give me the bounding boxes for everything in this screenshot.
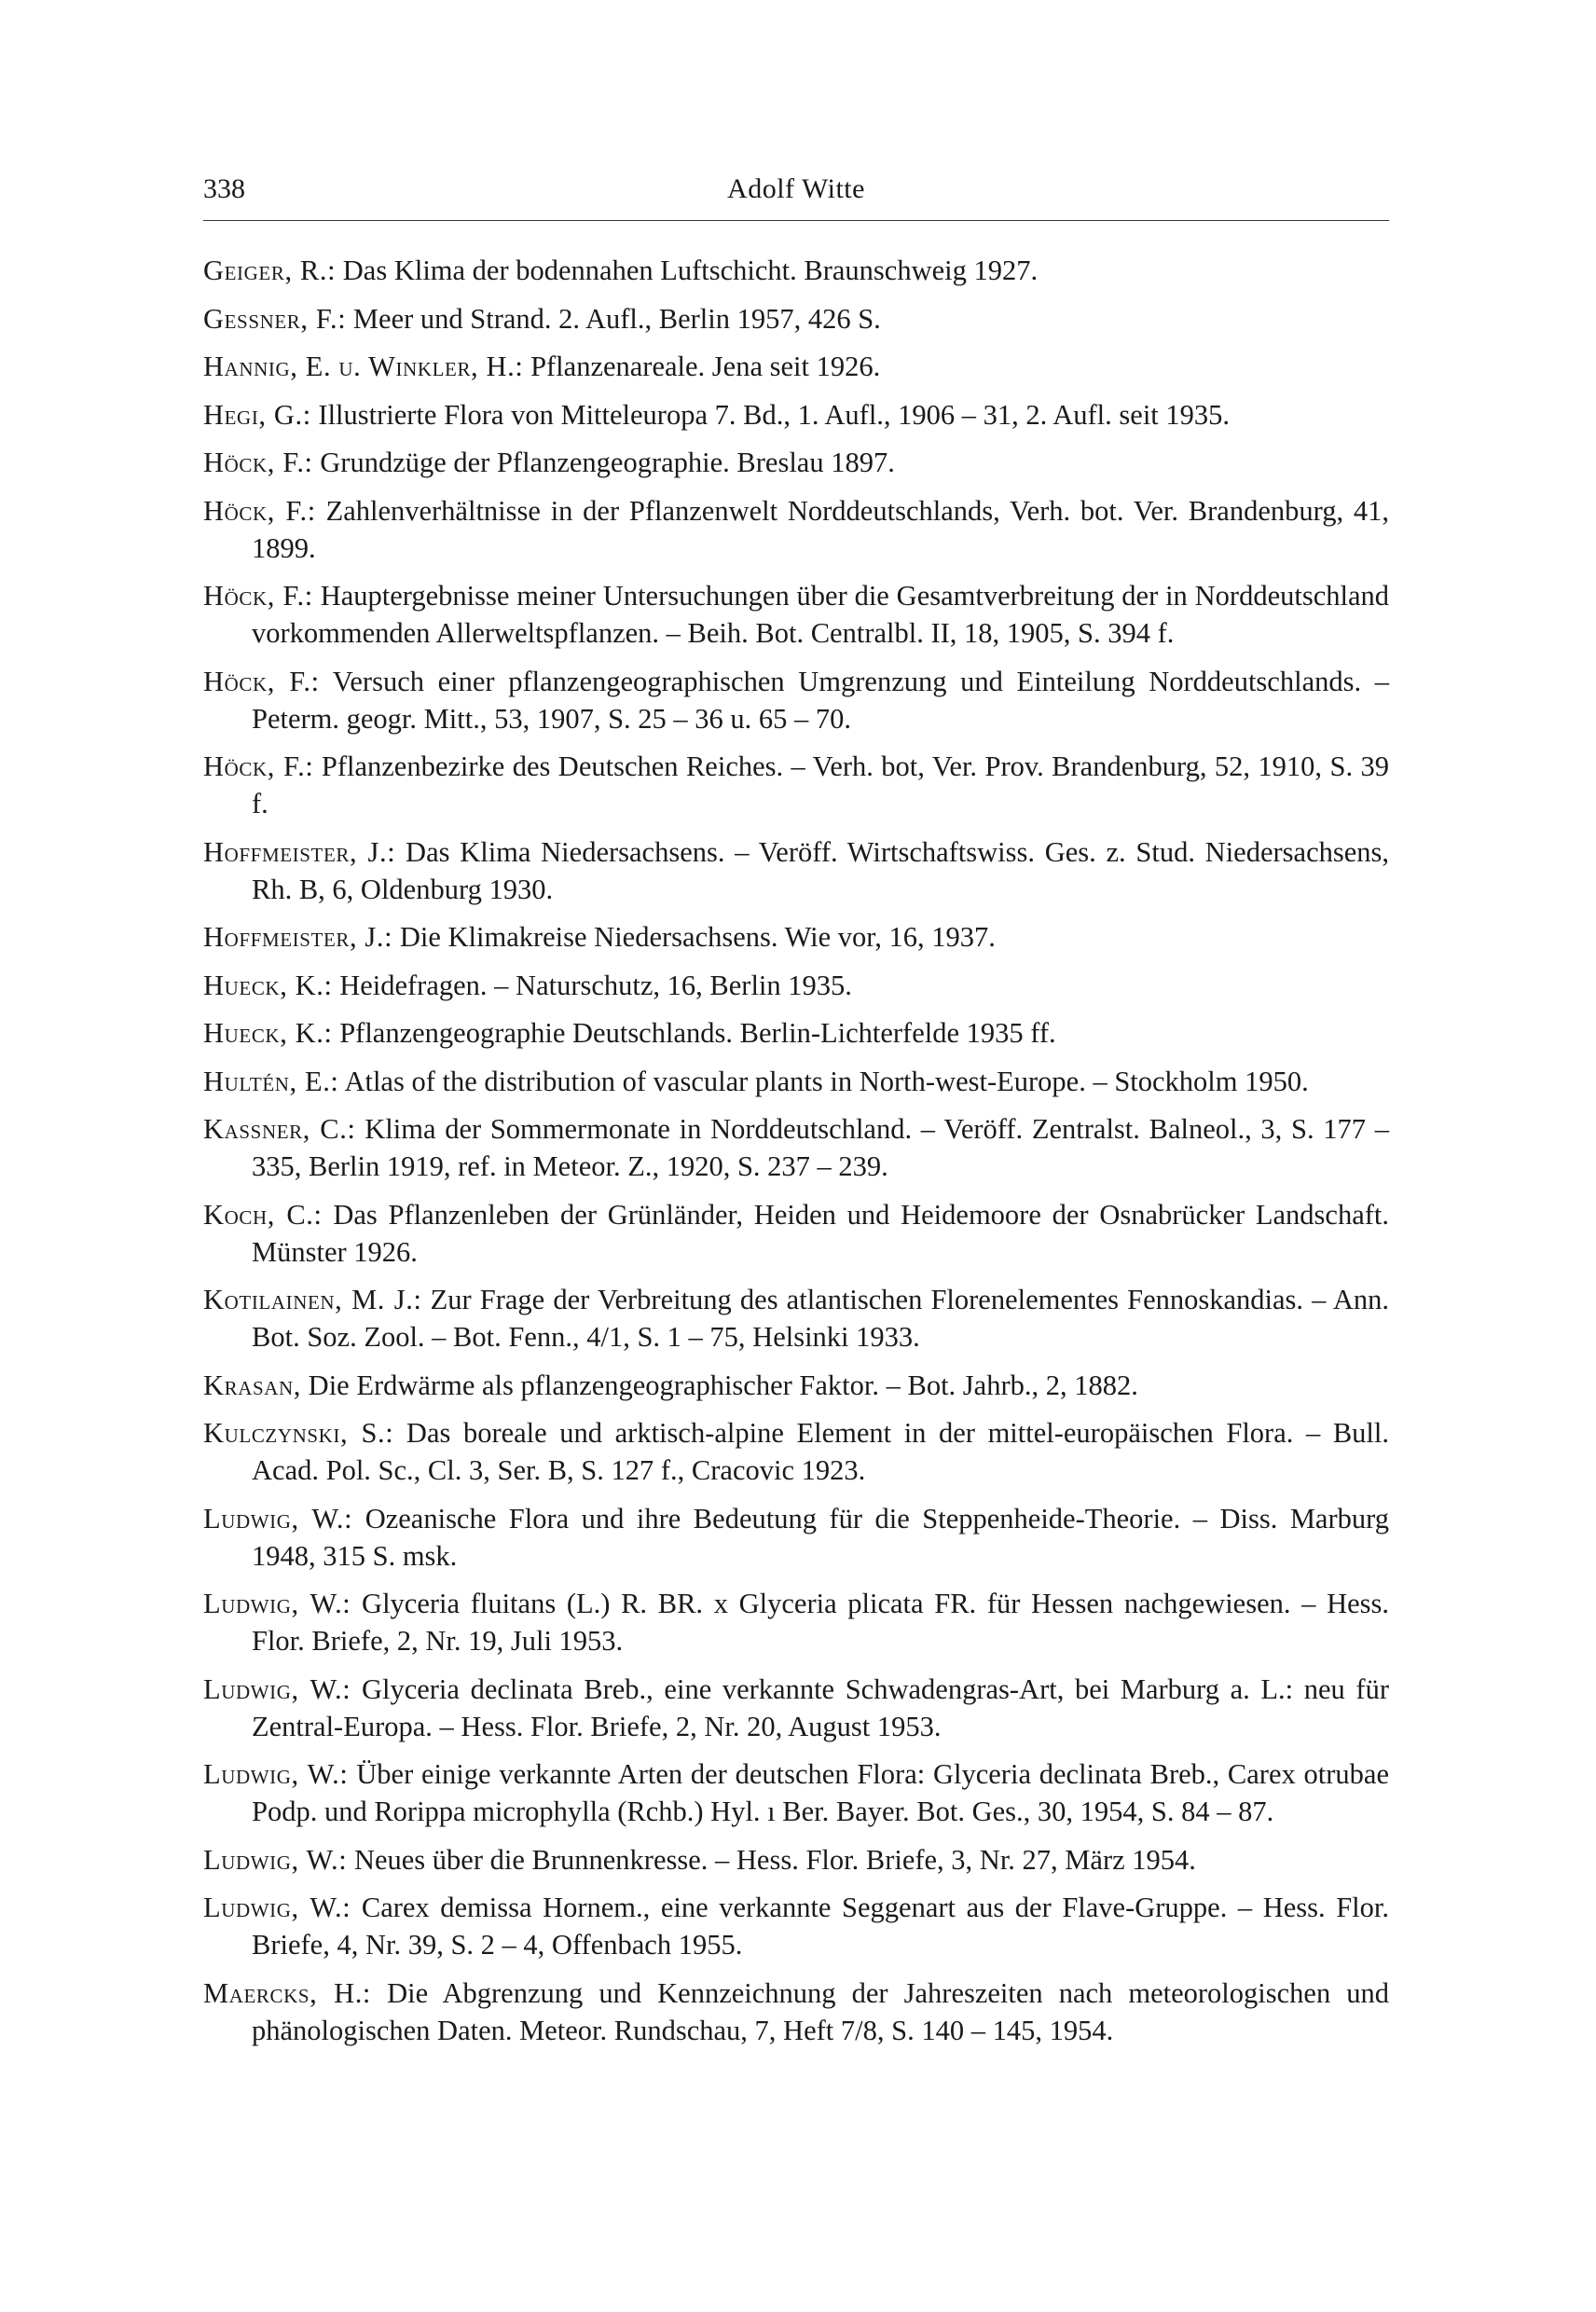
entry-text: Das Klima Niedersachsens. – Veröff. Wirtschaftswiss. Ges. z. Stud. Niedersachsens, Rh. B, 6, Oldenburg 1930.	[252, 835, 1390, 905]
entry-text: Klima der Sommermonate in Norddeutschland. – Veröff. Zentralst. Balneol., 3, S. 177 – 335, Berlin 1919, ref. in Meteor. Z., 1920, S. 237 – 239.	[252, 1113, 1390, 1182]
bibliography-entry	[203, 1585, 1389, 1659]
entry-text: Die Abgrenzung und Kennzeichnung der Jahreszeiten nach meteorologischen und phänologischen Daten. Meteor. Rundschau, 7, Heft 7/8, S. 140 – 145, 1954.	[252, 1976, 1390, 2046]
entry-author: Kulczynski, S.:	[203, 1417, 394, 1449]
entry-author: Ludwig, W.:	[203, 1843, 348, 1876]
entry-text: Illustrierte Flora von Mitteleuropa 7. Bd., 1. Aufl., 1906 – 31, 2. Aufl. seit 1935.	[318, 398, 1231, 431]
entry-text: Carex demissa Hornem., eine verkannte Seggenart aus der Flave-Gruppe. – Hess. Flor. Briefe, 4, Nr. 39, S. 2 – 4, Offenbach 1955.	[252, 1892, 1390, 1961]
entry-author: Gessner, F.:	[203, 302, 347, 335]
entry-text: Das Klima der bodennahen Luftschicht. Braunschweig 1927.	[342, 255, 1039, 286]
bibliography-entry	[203, 1196, 1389, 1271]
bibliography-entry	[203, 396, 1389, 434]
bibliography-entry	[203, 748, 1389, 822]
entry-text: Heidefragen. – Naturschutz, 16, Berlin 1935.	[339, 969, 852, 1001]
bibliography-entry	[203, 1110, 1389, 1185]
entry-text: Hauptergebnisse meiner Untersuchungen über die Gesamtverbreitung der in Norddeutschland vorkommenden Allerweltspflanzen. – Beih. Bot. Centralbl. II, 18, 1905, S. 394 f.	[252, 580, 1390, 649]
entry-text: Das Pflanzenleben der Grünländer, Heiden und Heidemoore der Osnabrücker Landschaft. Münster 1926.	[252, 1198, 1390, 1268]
entry-text: Die Erdwärme als pflanzengeographischer Faktor. – Bot. Jahrb., 2, 1882.	[308, 1369, 1138, 1401]
entry-author: Ludwig, W.:	[203, 1892, 351, 1923]
bibliography-entry	[203, 300, 1389, 337]
entry-author: Ludwig, W.:	[203, 1672, 351, 1705]
bibliography-entry	[203, 1755, 1389, 1830]
entry-author: Hoffmeister, J.:	[203, 835, 396, 868]
entry-text: Versuch einer pflanzengeographischen Umgrenzung und Einteilung Norddeutschlands. – Peterm. geogr. Mitt., 53, 1907, S. 25 – 36 u. 65 – 70.	[252, 665, 1389, 735]
bibliography-entry	[203, 252, 1389, 289]
entry-text: Zahlenverhältnisse in der Pflanzenwelt Norddeutschlands, Verh. bot. Ver. Brandenburg, 41, 1899.	[252, 494, 1390, 564]
bibliography-entry	[203, 444, 1389, 481]
bibliography-entry	[203, 918, 1389, 956]
entry-text: Pflanzengeographie Deutschlands. Berlin-Lichterfelde 1935 ff.	[339, 1017, 1056, 1049]
entry-text: Neues über die Brunnenkresse. – Hess. Flor. Briefe, 3, Nr. 27, März 1954.	[353, 1843, 1196, 1876]
entry-author: Höck, F.:	[203, 750, 314, 782]
entry-author: Höck, F.:	[203, 665, 320, 697]
entry-author: Koch, C.:	[203, 1198, 323, 1231]
entry-text: Pflanzenareale. Jena seit 1926.	[530, 351, 881, 382]
bibliography-entry	[203, 1975, 1389, 2049]
bibliography-entry	[203, 1889, 1389, 1963]
entry-author: Ludwig, W.:	[203, 1588, 351, 1619]
entry-author: Ludwig, W.:	[203, 1502, 353, 1534]
entry-author: Krasan,	[203, 1369, 302, 1401]
bibliography-entry	[203, 1281, 1389, 1356]
entry-author: Kotilainen, M. J.:	[203, 1284, 422, 1315]
entry-author: Hoffmeister, J.:	[203, 921, 393, 953]
entry-author: Hegi, G.:	[203, 398, 311, 431]
bibliography-entry	[203, 1841, 1389, 1878]
entry-text: Atlas of the distribution of vascular plants in North-west-Europe. – Stockholm 1950.	[344, 1065, 1309, 1097]
bibliography-entry	[203, 1500, 1389, 1575]
bibliography-entry	[203, 833, 1389, 908]
entry-author: Geiger, R.:	[203, 255, 337, 286]
bibliography-entry	[203, 348, 1389, 385]
entry-text: Pflanzenbezirke des Deutschen Reiches. – Verh. bot, Ver. Prov. Brandenburg, 52, 1910, S. 39 f.	[252, 750, 1389, 819]
bibliography-entry	[203, 1414, 1389, 1489]
entry-author: Hueck, K.:	[203, 1017, 333, 1049]
bibliography-entry	[203, 1014, 1389, 1052]
entry-text: Glyceria declinata Breb., eine verkannte Schwadengras-Art, bei Marburg a. L.: neu für Zentral-Europa. – Hess. Flor. Briefe, 2, Nr. 20, August 1953.	[252, 1672, 1389, 1742]
entry-author: Kassner, C.:	[203, 1113, 356, 1145]
entry-text: Über einige verkannte Arten der deutschen Flora: Glyceria declinata Breb., Carex otrubae Podp. und Rorippa microphylla (Rchb.) Hyl. ı Ber. Bayer. Bot. Ges., 30, 1954, S. 84 – 87.	[252, 1758, 1389, 1827]
bibliography-entry	[203, 1063, 1389, 1100]
page-header	[203, 168, 1389, 221]
bibliography-entry	[203, 577, 1389, 652]
entry-author: Höck, F.:	[203, 580, 313, 612]
entry-author: Maercks, H.:	[203, 1976, 371, 2009]
entry-text: Meer und Strand. 2. Aufl., Berlin 1957, 426 S.	[352, 302, 881, 335]
entry-text: Das boreale und arktisch-alpine Element in der mittel-europäischen Flora. – Bull. Acad. Pol. Sc., Cl. 3, Ser. B, S. 127 f., Cracovic 1923.	[252, 1417, 1389, 1486]
bibliography-entry	[203, 967, 1389, 1004]
bibliography-entry	[203, 492, 1389, 567]
entry-author: Hannig, E. u. Winkler, H.:	[203, 351, 524, 382]
page-number: 338	[203, 173, 245, 204]
entry-text: Grundzüge der Pflanzengeographie. Breslau 1897.	[320, 447, 895, 478]
entry-text: Ozeanische Flora und ihre Bedeutung für die Steppenheide-Theorie. – Diss. Marburg 1948, 315 S. msk.	[252, 1502, 1389, 1572]
bibliography-entry	[203, 1367, 1389, 1404]
bibliography-entry	[203, 1671, 1389, 1745]
entry-text: Zur Frage der Verbreitung des atlantischen Florenelementes Fennoskandias. – Ann. Bot. Soz. Zool. – Bot. Fenn., 4/1, S. 1 – 75, Helsinki 1933.	[252, 1284, 1389, 1353]
entry-text: Glyceria fluitans (L.) R. BR. x Glyceria plicata FR. für Hessen nachgewiesen. – Hess. Flor. Briefe, 2, Nr. 19, Juli 1953.	[252, 1588, 1390, 1657]
entry-text: Die Klimakreise Niedersachsens. Wie vor, 16, 1937.	[399, 921, 996, 953]
entry-author: Ludwig, W.:	[203, 1758, 349, 1790]
entry-author: Höck, F.:	[203, 494, 316, 527]
entry-author: Hultén, E.:	[203, 1065, 339, 1097]
entry-author: Hueck, K.:	[203, 969, 333, 1001]
entry-author: Höck, F.:	[203, 447, 313, 478]
bibliography-list	[203, 252, 1389, 2059]
bibliography-entry	[203, 663, 1389, 737]
running-head: Adolf Witte	[727, 173, 865, 204]
